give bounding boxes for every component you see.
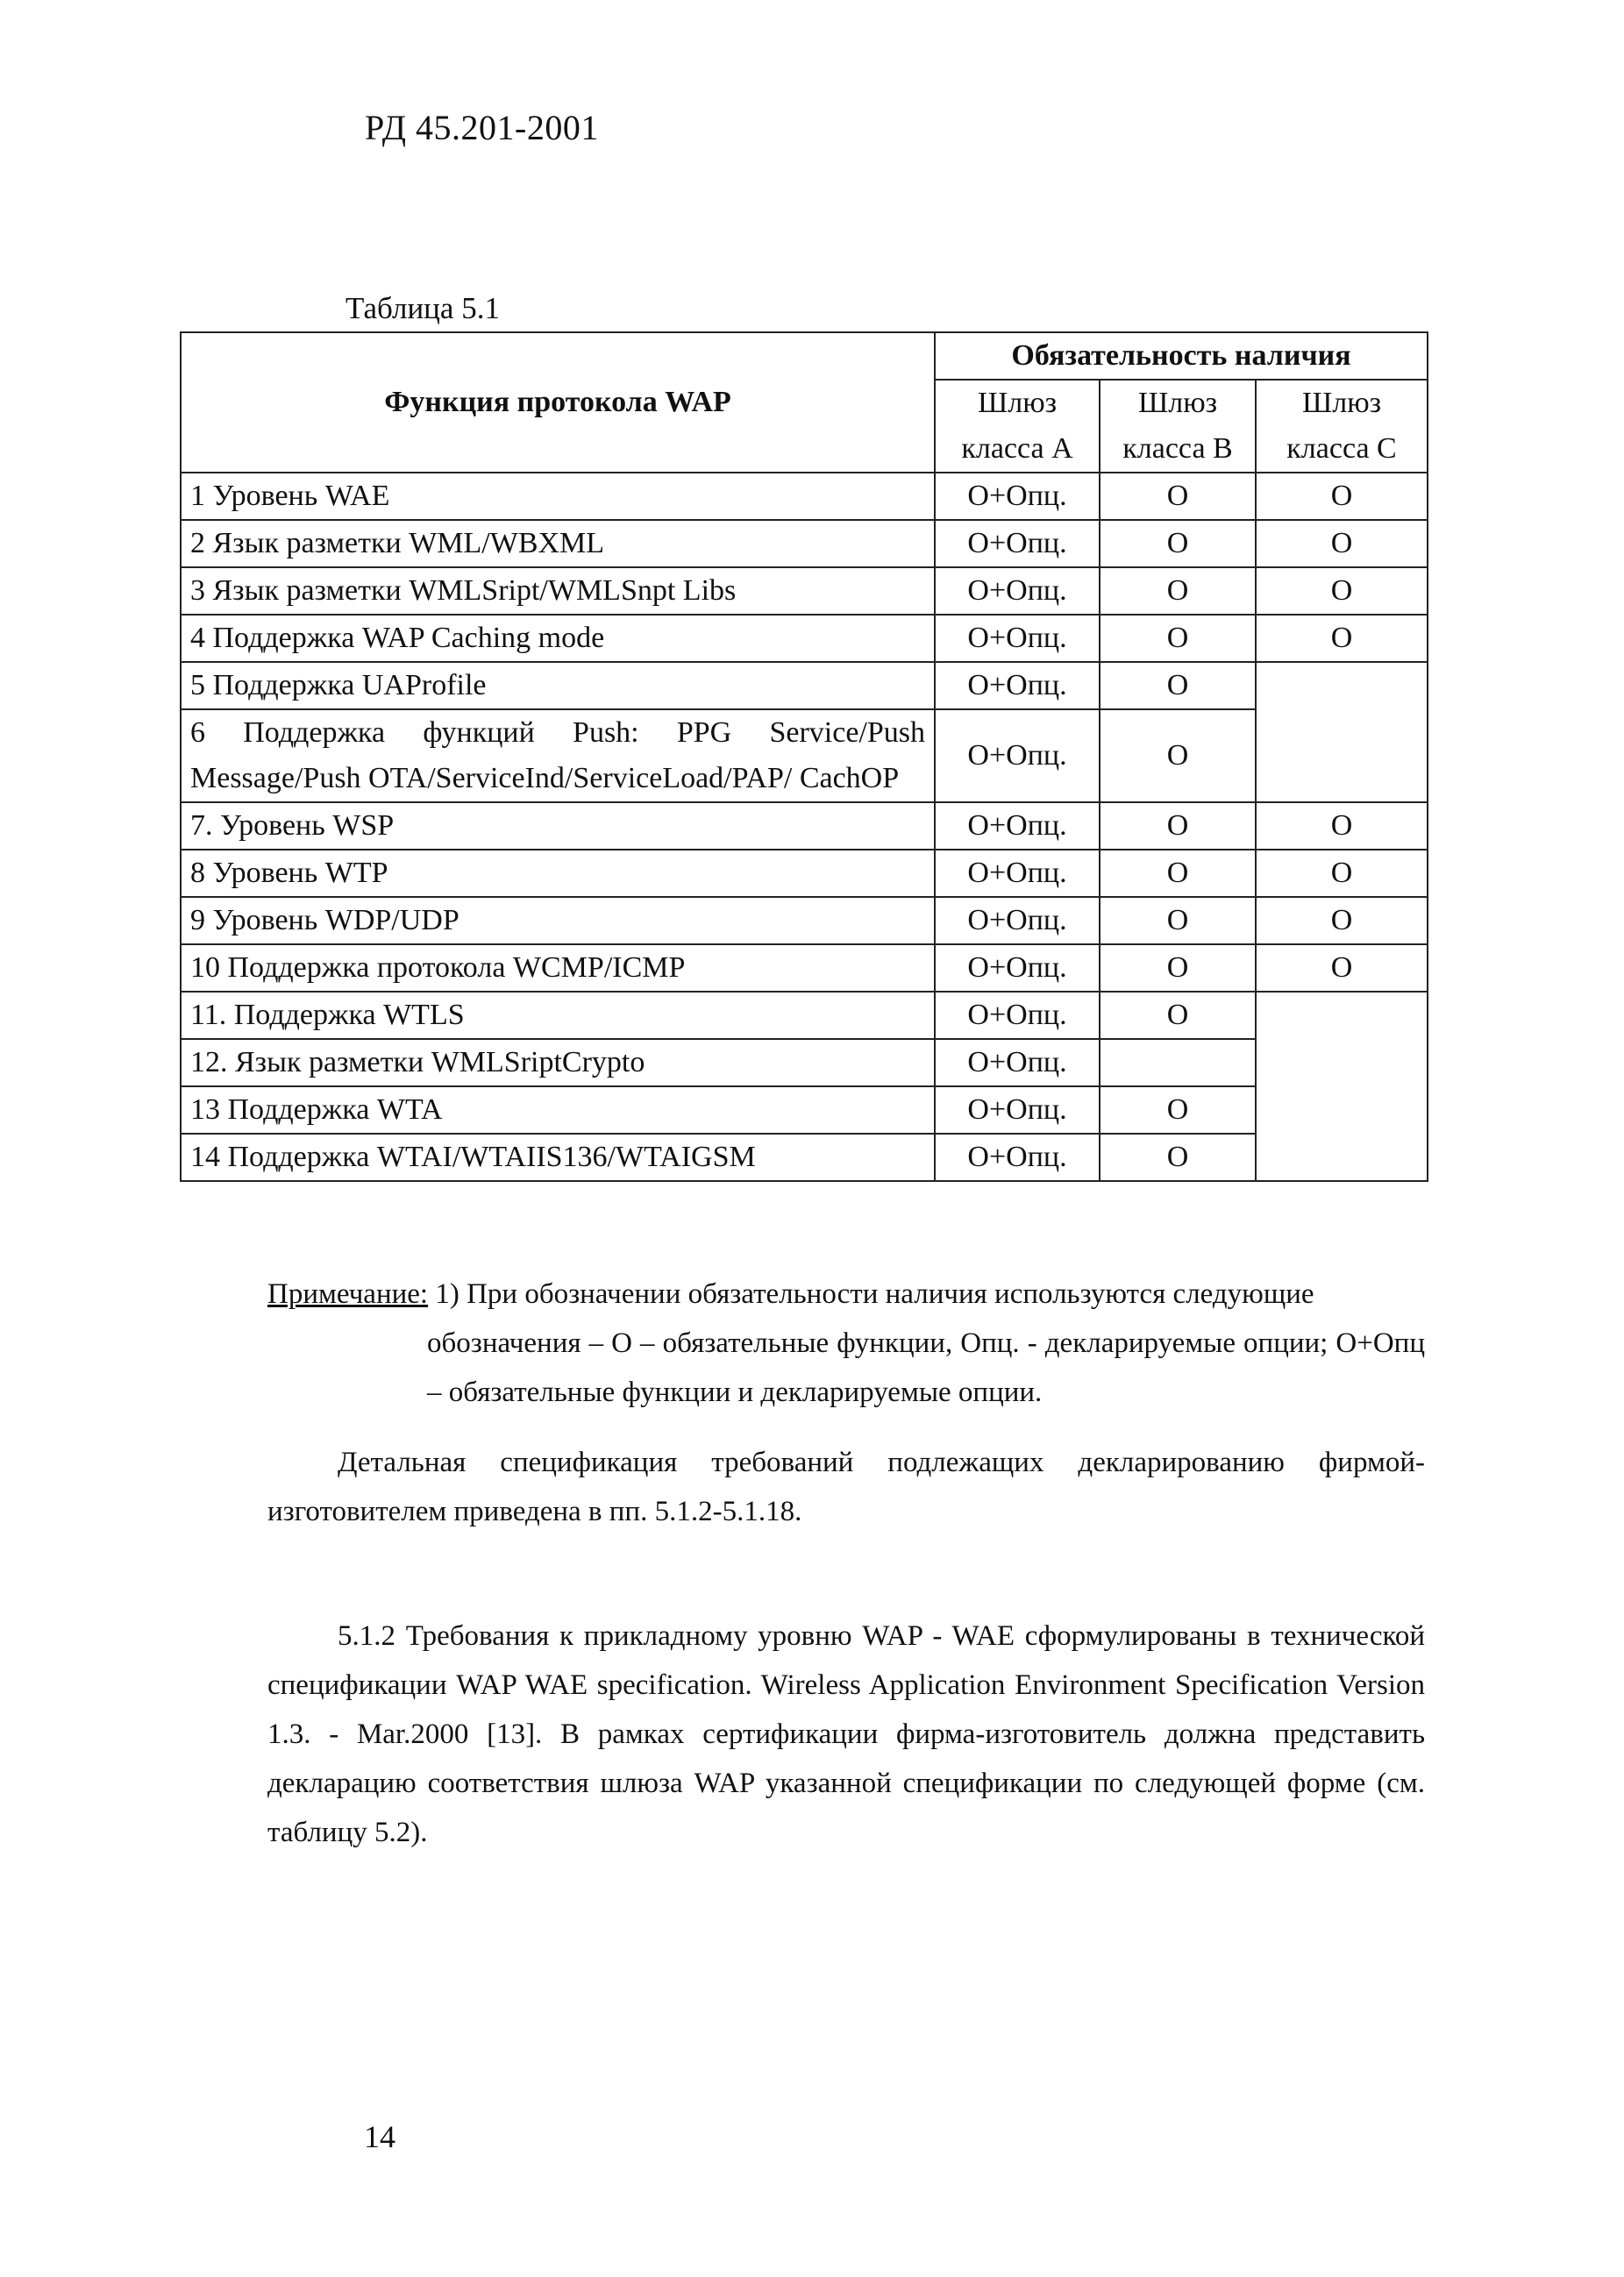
row-function: 1 Уровень WAE [181,473,935,520]
row-class-b: О [1100,802,1256,850]
row-class-a: О+Опц. [935,615,1100,662]
row-class-b: О [1100,897,1256,944]
row-class-b: О [1100,520,1256,567]
table-row [181,473,1428,520]
row-function: 9 Уровень WDP/UDP [181,897,935,944]
row-function: 4 Поддержка WAP Caching mode [181,615,935,662]
row-class-c-empty [1256,662,1428,802]
row-class-b: О [1100,567,1256,615]
table-row [181,802,1428,850]
paragraph-5-1-2: 5.1.2 Требования к прикладному уровню WAP - WAE сформулированы в технической спецификации WAP WAE specification. Wireless Application Environment Specification Version 1.3. - Mar.2000 [13]. В рамках сертификации фирма-изготовитель должна представить декларацию соответствия шлюза WAP указанной спецификации по следующей форме (см. таблицу 5.2). [267,1620,1425,1848]
note-label: Примечание: [267,1278,429,1310]
row-class-a: О+Опц. [935,473,1100,520]
row-class-a: О+Опц. [935,1086,1100,1134]
table-note [267,1270,1425,1417]
row-class-c: О [1256,473,1428,520]
document-code: РД 45.201-2001 [365,108,599,147]
row-class-b: О [1100,944,1256,992]
column-header-class-a [935,380,1100,473]
class-c-line2: класса С [1286,432,1397,465]
row-function: 3 Язык разметки WMLSript/WMLSnpt Libs [181,567,935,615]
row-class-b: О [1100,1134,1256,1181]
row-class-c: О [1256,802,1428,850]
row-class-c: О [1256,897,1428,944]
row-function: 6 Поддержка функций Push: PPG Service/Push Message/Push OTA/ServiceInd/ServiceLoad/PAP/ CachOP [181,709,935,802]
row-class-a: О+Опц. [935,944,1100,992]
row-class-a: О+Опц. [935,567,1100,615]
page-number: 14 [364,2119,395,2154]
table-caption: Таблица 5.1 [345,291,500,325]
note-first-line [267,1270,1425,1319]
table-row [181,567,1428,615]
row-class-a: О+Опц. [935,897,1100,944]
row-class-c: О [1256,567,1428,615]
row-class-c: О [1256,520,1428,567]
requirements-table [180,331,1428,1182]
row-class-b: О [1100,992,1256,1039]
table-row [181,944,1428,992]
row-function: 12. Язык разметки WMLSriptCrypto [181,1039,935,1086]
class-c-line1: Шлюз [1301,387,1382,419]
row-class-b: О [1100,662,1256,709]
class-a-line1: Шлюз [977,387,1058,419]
row-class-a: О+Опц. [935,662,1100,709]
row-class-c: О [1256,615,1428,662]
column-header-mandatory: Обязательность наличия [935,332,1428,380]
table-row [181,662,1428,709]
row-class-b: О [1100,850,1256,897]
row-class-c: О [1256,850,1428,897]
row-class-a: О+Опц. [935,850,1100,897]
table-row [181,992,1428,1039]
note-continuation: обозначения – О – обязательные функции, Опц. - декларируемые опции; О+Опц – обязательные функции и декларируемые опции. [427,1327,1425,1408]
table-row [181,897,1428,944]
row-class-b: О [1100,709,1256,802]
row-class-a: О+Опц. [935,1039,1100,1086]
table-row [181,615,1428,662]
table-row [181,850,1428,897]
row-class-c-empty [1256,992,1428,1181]
row-function: 2 Язык разметки WML/WBXML [181,520,935,567]
column-header-class-c [1256,380,1428,473]
row-class-b: О [1100,615,1256,662]
row-function: 8 Уровень WTP [181,850,935,897]
row-function: 13 Поддержка WTA [181,1086,935,1134]
row-class-b: О [1100,473,1256,520]
row-class-a: О+Опц. [935,992,1100,1039]
row-function: 5 Поддержка UAProfile [181,662,935,709]
row-function: 7. Уровень WSP [181,802,935,850]
row-class-a: О+Опц. [935,1134,1100,1181]
table-header-row [181,332,1428,380]
table-row [181,709,1428,802]
row-class-b: О [1100,1086,1256,1134]
class-a-line2: класса А [961,432,1073,465]
note-line1: 1) При обозначении обязательности наличия используются следующие [435,1278,1314,1310]
table-row [181,520,1428,567]
column-header-function: Функция протокола WAP [181,332,935,473]
paragraph-specification: Детальная спецификация требований подлежащих декларированию фирмой-изготовителем приведена в пп. 5.1.2-5.1.18. [267,1447,1425,1527]
row-class-b [1100,1039,1256,1086]
row-function: 10 Поддержка протокола WCMP/ICMP [181,944,935,992]
table-row [181,1039,1428,1086]
row-class-a: О+Опц. [935,709,1100,802]
row-class-a: О+Опц. [935,802,1100,850]
table-row [181,1086,1428,1134]
class-b-line2: класса В [1122,432,1233,465]
class-b-line1: Шлюз [1137,387,1218,419]
row-function: 14 Поддержка WTAI/WTAIIS136/WTAIGSM [181,1134,935,1181]
table-row [181,1134,1428,1181]
column-header-class-b [1100,380,1256,473]
row-function: 11. Поддержка WTLS [181,992,935,1039]
row-class-a: О+Опц. [935,520,1100,567]
row-class-c: О [1256,944,1428,992]
